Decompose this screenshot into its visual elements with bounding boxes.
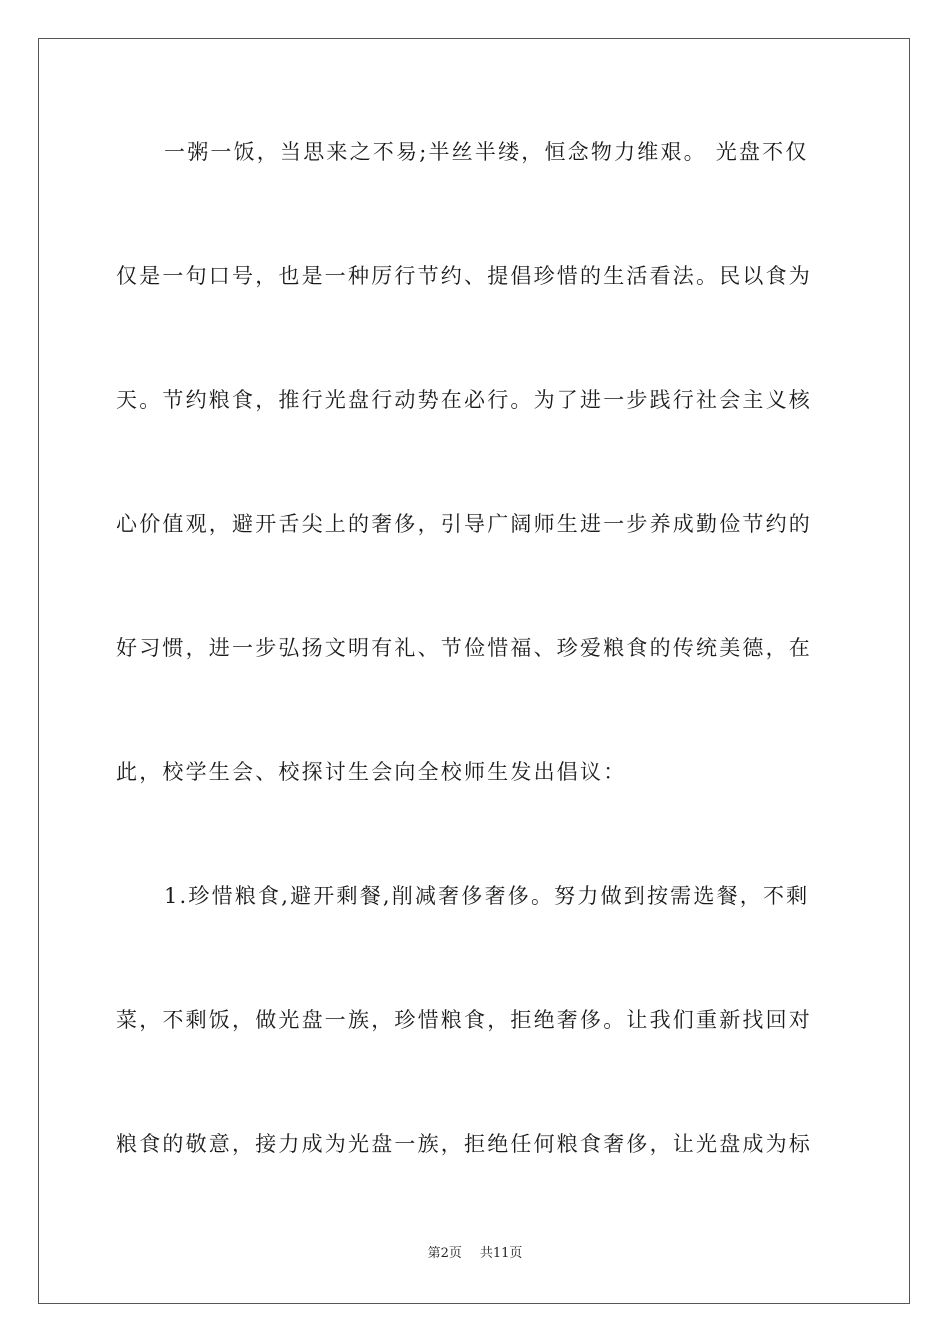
page-footer — [0, 1246, 950, 1262]
page-frame — [38, 38, 910, 1304]
paragraph-line: 1.珍惜粮食,避开剩餐,削减奢侈奢侈。努力做到按需选餐，不剩 — [164, 884, 810, 908]
page-number: 第2页 — [427, 1246, 462, 1261]
paragraph-line: 好习惯，进一步弘扬文明有礼、节俭惜福、珍爱粮食的传统美德，在 — [116, 636, 812, 660]
paragraph-line: 粮食的敬意，接力成为光盘一族，拒绝任何粮食奢侈，让光盘成为标 — [116, 1132, 812, 1156]
paragraph-line: 此，校学生会、校探讨生会向全校师生发出倡议： — [116, 760, 627, 784]
page-total: 共11页 — [479, 1246, 523, 1261]
paragraph-line: 一粥一饭，当思来之不易;半丝半缕，恒念物力维艰。 光盘不仅 — [164, 140, 809, 164]
paragraph-line: 菜，不剩饭，做光盘一族，珍惜粮食，拒绝奢侈。让我们重新找回对 — [116, 1008, 812, 1032]
paragraph-line: 心价值观，避开舌尖上的奢侈，引导广阔师生进一步养成勤俭节约的 — [116, 512, 812, 536]
paragraph-line: 仅是一句口号，也是一种厉行节约、提倡珍惜的生活看法。民以食为 — [116, 264, 812, 288]
paragraph-line: 天。节约粮食，推行光盘行动势在必行。为了进一步践行社会主义核 — [116, 388, 812, 412]
